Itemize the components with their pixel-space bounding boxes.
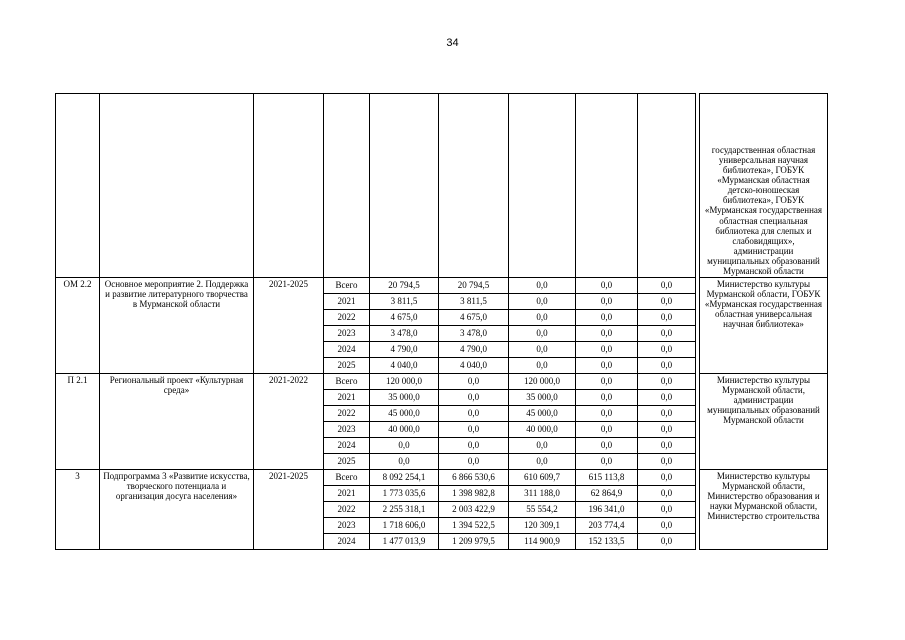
cell-year: 2023 <box>324 326 370 342</box>
cell-source-4: 0,0 <box>638 374 696 390</box>
cell-gap <box>696 502 700 518</box>
cell-source-4 <box>638 94 696 278</box>
cell-total: 1 718 606,0 <box>370 518 439 534</box>
cell-source-2 <box>509 94 576 278</box>
cell-gap <box>696 486 700 502</box>
cell-gap <box>696 518 700 534</box>
cell-source-2: 311 188,0 <box>509 486 576 502</box>
cell-source-1: 4 790,0 <box>439 342 509 358</box>
cell-gap <box>696 422 700 438</box>
cell-total: 20 794,5 <box>370 278 439 294</box>
cell-period: 2021-2025 <box>254 278 324 374</box>
cell-gap <box>696 342 700 358</box>
cell-total: 3 811,5 <box>370 294 439 310</box>
cell-source-3: 0,0 <box>576 326 638 342</box>
cell-source-3: 0,0 <box>576 422 638 438</box>
cell-source-1: 6 866 530,6 <box>439 470 509 486</box>
cell-source-1: 1 398 982,8 <box>439 486 509 502</box>
cell-year: 2025 <box>324 454 370 470</box>
cell-year: 2025 <box>324 358 370 374</box>
table-row <box>56 374 828 390</box>
cell-total: 120 000,0 <box>370 374 439 390</box>
cell-period <box>254 94 324 278</box>
cell-source-2: 0,0 <box>509 310 576 326</box>
cell-source-4: 0,0 <box>638 326 696 342</box>
cell-source-4: 0,0 <box>638 518 696 534</box>
table-body <box>56 94 828 550</box>
table-row-continuation <box>56 94 828 278</box>
cell-executors: Министерство культуры Мурманской области, ГОБУК «Мурманская государственная областная универсальная научная библиотека» <box>700 278 828 374</box>
cell-total: 4 790,0 <box>370 342 439 358</box>
cell-year: 2023 <box>324 518 370 534</box>
cell-source-3: 0,0 <box>576 278 638 294</box>
cell-total: 45 000,0 <box>370 406 439 422</box>
cell-executors: Министерство культуры Мурманской области, Министерство образования и науки Мурманской области, Министерство строительства <box>700 470 828 550</box>
cell-source-3: 0,0 <box>576 454 638 470</box>
cell-total: 40 000,0 <box>370 422 439 438</box>
cell-source-1: 20 794,5 <box>439 278 509 294</box>
cell-name: Подпрограмма 3 «Развитие искусства, творческого потенциала и организация досуга населения» <box>100 470 254 550</box>
cell-source-1: 3 478,0 <box>439 326 509 342</box>
cell-source-3: 152 133,5 <box>576 534 638 550</box>
cell-source-1: 1 209 979,5 <box>439 534 509 550</box>
cell-source-3: 0,0 <box>576 390 638 406</box>
cell-source-3: 0,0 <box>576 438 638 454</box>
cell-name: Региональный проект «Культурная среда» <box>100 374 254 470</box>
cell-source-2: 120 000,0 <box>509 374 576 390</box>
cell-total: 35 000,0 <box>370 390 439 406</box>
cell-source-1: 0,0 <box>439 438 509 454</box>
cell-source-2: 55 554,2 <box>509 502 576 518</box>
cell-source-3: 0,0 <box>576 406 638 422</box>
cell-source-2: 45 000,0 <box>509 406 576 422</box>
cell-source-4: 0,0 <box>638 294 696 310</box>
cell-year: 2024 <box>324 534 370 550</box>
cell-year: 2022 <box>324 502 370 518</box>
cell-source-3: 0,0 <box>576 342 638 358</box>
cell-source-2: 0,0 <box>509 454 576 470</box>
cell-code <box>56 94 100 278</box>
cell-source-1: 0,0 <box>439 422 509 438</box>
cell-period: 2021-2022 <box>254 374 324 470</box>
budget-table <box>55 93 828 550</box>
cell-gap <box>696 294 700 310</box>
cell-year: 2021 <box>324 294 370 310</box>
cell-source-4: 0,0 <box>638 502 696 518</box>
cell-source-4: 0,0 <box>638 310 696 326</box>
cell-total: 2 255 318,1 <box>370 502 439 518</box>
cell-year: Всего <box>324 374 370 390</box>
cell-year <box>324 94 370 278</box>
cell-source-3: 0,0 <box>576 310 638 326</box>
cell-code: ОМ 2.2 <box>56 278 100 374</box>
cell-name <box>100 94 254 278</box>
cell-year: 2022 <box>324 406 370 422</box>
cell-total: 4 675,0 <box>370 310 439 326</box>
cell-source-2: 40 000,0 <box>509 422 576 438</box>
cell-source-4: 0,0 <box>638 438 696 454</box>
table-row <box>56 278 828 294</box>
cell-total: 8 092 254,1 <box>370 470 439 486</box>
cell-source-3: 0,0 <box>576 358 638 374</box>
cell-total: 1 773 035,6 <box>370 486 439 502</box>
cell-source-3: 615 113,8 <box>576 470 638 486</box>
cell-source-1: 1 394 522,5 <box>439 518 509 534</box>
cell-gap <box>696 534 700 550</box>
cell-gap <box>696 438 700 454</box>
cell-gap <box>696 310 700 326</box>
cell-source-4: 0,0 <box>638 486 696 502</box>
cell-executors: Министерство культуры Мурманской области, администрации муниципальных образований Мурманской области <box>700 374 828 470</box>
cell-gap <box>696 406 700 422</box>
cell-source-2: 0,0 <box>509 326 576 342</box>
cell-code: 3 <box>56 470 100 550</box>
cell-source-2: 114 900,9 <box>509 534 576 550</box>
cell-source-4: 0,0 <box>638 390 696 406</box>
cell-source-1: 4 040,0 <box>439 358 509 374</box>
cell-source-1 <box>439 94 509 278</box>
cell-source-1: 0,0 <box>439 406 509 422</box>
cell-year: 2021 <box>324 390 370 406</box>
cell-year: 2023 <box>324 422 370 438</box>
cell-source-2: 0,0 <box>509 342 576 358</box>
cell-source-1: 3 811,5 <box>439 294 509 310</box>
cell-total: 1 477 013,9 <box>370 534 439 550</box>
cell-source-4: 0,0 <box>638 422 696 438</box>
cell-source-2: 35 000,0 <box>509 390 576 406</box>
cell-source-4: 0,0 <box>638 454 696 470</box>
cell-source-1: 0,0 <box>439 374 509 390</box>
cell-source-4: 0,0 <box>638 342 696 358</box>
cell-year: 2022 <box>324 310 370 326</box>
cell-year: 2024 <box>324 438 370 454</box>
cell-year: 2021 <box>324 486 370 502</box>
table-row <box>56 470 828 486</box>
cell-total <box>370 94 439 278</box>
cell-source-4: 0,0 <box>638 470 696 486</box>
cell-gap <box>696 454 700 470</box>
cell-year: 2024 <box>324 342 370 358</box>
cell-source-4: 0,0 <box>638 278 696 294</box>
cell-source-3: 0,0 <box>576 374 638 390</box>
cell-source-2: 0,0 <box>509 294 576 310</box>
cell-source-1: 4 675,0 <box>439 310 509 326</box>
cell-year: Всего <box>324 278 370 294</box>
cell-source-2: 610 609,7 <box>509 470 576 486</box>
cell-source-1: 0,0 <box>439 454 509 470</box>
cell-total: 3 478,0 <box>370 326 439 342</box>
cell-source-1: 2 003 422,9 <box>439 502 509 518</box>
cell-source-3: 62 864,9 <box>576 486 638 502</box>
cell-name: Основное мероприятие 2. Поддержка и развитие литературного творчества в Мурманской области <box>100 278 254 374</box>
cell-executors: государственная областная универсальная научная библиотека», ГОБУК «Мурманская областная детско-юношеская библиотека», ГОБУК «Мурманская государственная областная специальная библиотека для слепых и слабовидящих», администрации муниципальных образований Мурманской области <box>700 94 828 278</box>
cell-total: 4 040,0 <box>370 358 439 374</box>
cell-period: 2021-2025 <box>254 470 324 550</box>
cell-source-4: 0,0 <box>638 358 696 374</box>
cell-gap <box>696 390 700 406</box>
cell-gap <box>696 326 700 342</box>
cell-source-4: 0,0 <box>638 406 696 422</box>
cell-source-1: 0,0 <box>439 390 509 406</box>
cell-source-2: 0,0 <box>509 278 576 294</box>
cell-source-2: 0,0 <box>509 438 576 454</box>
cell-source-3 <box>576 94 638 278</box>
cell-code: П 2.1 <box>56 374 100 470</box>
cell-source-4: 0,0 <box>638 534 696 550</box>
cell-source-3: 0,0 <box>576 294 638 310</box>
page-number: 34 <box>446 37 459 49</box>
cell-source-2: 0,0 <box>509 358 576 374</box>
cell-gap <box>696 358 700 374</box>
cell-year: Всего <box>324 470 370 486</box>
cell-source-2: 120 309,1 <box>509 518 576 534</box>
cell-source-3: 196 341,0 <box>576 502 638 518</box>
cell-total: 0,0 <box>370 454 439 470</box>
cell-total: 0,0 <box>370 438 439 454</box>
cell-source-3: 203 774,4 <box>576 518 638 534</box>
